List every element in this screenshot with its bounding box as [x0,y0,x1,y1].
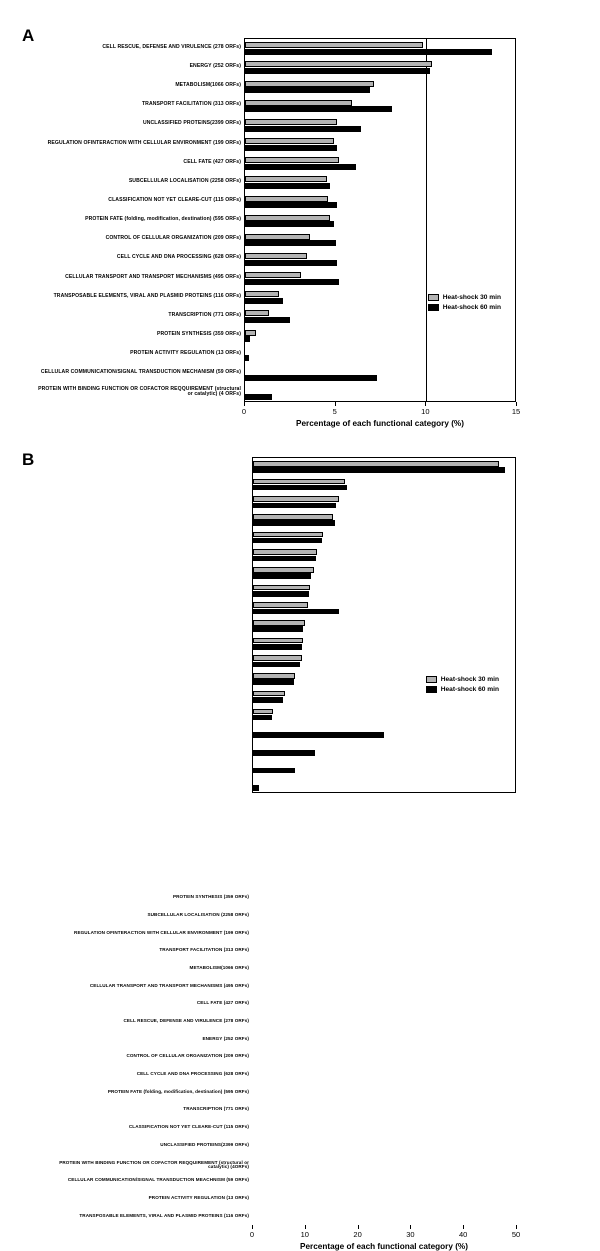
x-tick [410,1225,411,1229]
x-tick [516,402,517,406]
category-label: TRANSCRIPTION (771 ORFs) [183,1106,249,1112]
panel-b [0,432,600,1251]
panel-b-plot-frame [252,457,516,793]
category-label: CELL RESCUE, DEFENSE AND VIRULENCE (278 ORFs) [102,43,241,50]
panel-a-letter: A [22,26,35,45]
x-tick-label: 5 [332,407,337,416]
category-label: CONTROL OF CELLULAR ORGANIZATION (209 ORFs) [105,235,241,242]
bar-60min [253,503,336,509]
bar-group [245,173,515,192]
bar-group [245,96,515,115]
bar-60min [245,49,492,55]
bar-group [253,476,515,494]
category-label: CELL FATE (427 ORFs) [183,158,241,165]
legend-swatch [426,676,437,683]
x-tick [463,1225,464,1229]
bar-30min [245,42,423,48]
bar-group [253,635,515,653]
x-tick-label: 50 [511,1230,521,1239]
bar-60min [253,697,283,703]
bar-30min [253,585,310,591]
bar-30min [253,567,314,573]
bar-60min [245,126,361,132]
x-tick [425,402,426,406]
category-label: CLASSIFICATION NOT YET CLEARE-CUT (115 ORFs) [128,1124,249,1130]
bar-60min [253,785,259,791]
bar-60min [253,626,303,632]
bar-30min [253,691,285,697]
bar-30min [245,310,269,316]
panel-a-plot-frame [244,38,516,402]
bar-30min [245,61,432,67]
category-label: PROTEIN SYNTHESIS (359 ORFs) [156,331,241,338]
x-tick-label: 10 [421,407,430,416]
bar-30min [245,291,279,297]
panel-a [0,0,600,432]
bar-60min [245,336,250,342]
bar-group [253,458,515,476]
bar-60min [253,591,309,597]
bar-group [253,546,515,564]
category-label: CELLULAR TRANSPORT AND TRANSPORT MECHANISMS (495 ORFs) [89,982,249,988]
bar-60min [245,164,356,170]
bar-30min [253,709,273,715]
x-tick [252,1225,253,1229]
bar-group [245,384,515,403]
category-label: CELL RESCUE, DEFENSE AND VIRULENCE (278 ORFs) [123,1018,249,1024]
x-tick [335,402,336,406]
bar-30min [245,253,307,259]
bar-group [253,617,515,635]
category-label: METABOLISM(1066 ORFs) [175,82,241,89]
category-label: UNCLASSIFIED PROTEINS(2399 ORFs) [142,120,241,127]
legend-swatch [428,294,439,301]
bar-30min [253,620,305,626]
bar-60min [253,662,300,668]
bar-30min [253,602,308,608]
bar-30min [245,272,301,278]
legend-item [426,686,499,693]
bar-group [245,77,515,96]
bar-60min [253,556,316,562]
bar-60min [245,240,336,246]
x-tick-label: 40 [459,1230,468,1239]
bar-60min [245,68,430,74]
x-tick-label: 15 [511,407,521,416]
category-label: PROTEIN WITH BINDING FUNCTION OR COFACTOR REQQUIREMENT (structural or catalytic) (4 ORFs) [38,385,241,398]
bar-60min [245,260,337,266]
category-label: TRANSCRIPTION (771 ORFs) [168,311,241,318]
bar-group [253,599,515,617]
legend-label: Heat-shock 60 min [442,304,501,311]
panel-a-legend [428,294,501,314]
category-label: CLASSIFICATION NOT YET CLEARE-CUT (115 ORFs) [108,196,241,203]
category-label: CELLULAR COMMUNICATION/SIGNAL TRANSDUCTION MEACHNISM (59 ORFs) [67,1177,249,1183]
bar-60min [245,317,290,323]
category-label: REGULATION OFINTERACTION WITH CELLULAR ENVIRONMENT (199 ORFs) [47,139,241,146]
bar-30min [253,549,317,555]
bar-30min [245,119,337,125]
x-tick [305,1225,306,1229]
bar-60min [253,573,311,579]
legend-item [426,676,499,683]
category-label: CELL FATE (427 ORFs) [196,1000,249,1006]
category-label: REGULATION OFINTERACTION WITH CELLULAR ENVIRONMENT (199 ORFs) [74,929,249,935]
bar-60min [245,202,337,208]
bar-group [245,365,515,384]
bar-30min [253,673,295,679]
category-label: UNCLASSIFIED PROTEINS(2399 ORFs) [160,1141,249,1147]
bar-group [253,776,515,794]
x-tick-label: 20 [353,1230,362,1239]
bar-30min [245,100,352,106]
bar-30min [245,234,310,240]
bar-group [253,493,515,511]
panel-b-letter: B [22,450,35,469]
bar-group [253,582,515,600]
category-label: TRANSPORT FACILITATION (313 ORFs) [141,101,241,108]
category-label: TRANSPOSABLE ELEMENTS, VIRAL AND PLASMID PROTEINS (116 ORFs) [79,1212,249,1218]
legend-label: Heat-shock 30 min [440,676,499,683]
legend-item [428,304,501,311]
panel-a-axis-title: Percentage of each functional category (%) [296,419,464,428]
bar-group [245,211,515,230]
x-tick-label: 30 [406,1230,415,1239]
x-tick [358,1225,359,1229]
bar-60min [253,750,315,756]
category-label: CELL CYCLE AND DNA PROCESSING (628 ORFs) [136,1071,249,1077]
bar-30min [253,461,499,467]
bar-60min [253,467,505,473]
legend-swatch [426,686,437,693]
category-label: ENERGY (252 ORFs) [202,1035,249,1041]
bar-30min [245,157,339,163]
category-label: PROTEIN FATE (folding, modification, destination) (595 ORFs) [107,1088,249,1094]
bar-60min [253,520,335,526]
bar-30min [253,479,345,485]
bar-group [245,39,515,58]
bar-60min [253,679,294,685]
category-label: SUBCELLULAR LOCALISATION (2258 ORFs) [128,177,241,184]
bar-group [245,231,515,250]
bar-60min [245,87,370,93]
legend-item [428,294,501,301]
panel-b-legend [426,676,499,696]
bar-60min [245,355,249,361]
x-tick [516,1225,517,1229]
x-tick [244,402,245,406]
bar-group [253,511,515,529]
bar-group [245,346,515,365]
bar-30min [245,196,328,202]
bar-group [253,529,515,547]
category-label: PROTEIN SYNTHESIS (359 ORFs) [172,894,249,900]
bar-30min [253,638,303,644]
bar-group [245,269,515,288]
panel-a-bars [245,39,515,401]
category-label: CELL CYCLE AND DNA PROCESSING (628 ORFs) [116,254,241,261]
bar-60min [245,375,377,381]
bar-group [253,759,515,777]
bar-group [245,116,515,135]
bar-30min [245,176,327,182]
category-label: PROTEIN WITH BINDING FUNCTION OR COFACTOR REQQUIREMENT (structural or catalytic) (4ORFs) [59,1159,249,1170]
bar-30min [245,215,330,221]
x-tick-label: 10 [300,1230,309,1239]
category-label: ENERGY (252 ORFs) [189,62,241,69]
legend-swatch [428,304,439,311]
bar-30min [253,655,302,661]
bar-60min [245,221,334,227]
bar-60min [253,644,302,650]
bar-group [253,564,515,582]
bar-30min [245,138,334,144]
category-label: PROTEIN ACTIVITY REGULATION (13 ORFs) [130,350,241,357]
category-label: CONTROL OF CELLULAR ORGANIZATION (209 ORFs) [126,1053,249,1059]
category-label: TRANSPOSABLE ELEMENTS, VIRAL AND PLASMID PROTEINS (116 ORFs) [53,292,241,299]
x-tick-label: 0 [241,407,247,416]
bar-60min [245,394,272,400]
bar-30min [253,514,333,520]
bar-group [245,135,515,154]
panel-b-axis-title: Percentage of each functional category (%) [300,1242,468,1251]
bar-group [245,192,515,211]
bar-60min [245,279,339,285]
legend-label: Heat-shock 30 min [442,294,501,301]
bar-60min [253,485,347,491]
category-label: CELLULAR TRANSPORT AND TRANSPORT MECHANISMS (495 ORFs) [65,273,241,280]
category-label: PROTEIN ACTIVITY REGULATION (13 ORFs) [148,1194,249,1200]
bar-group [253,706,515,724]
category-label: TRANSPORT FACILITATION (313 ORFs) [159,947,249,953]
bar-group [245,58,515,77]
bar-group [253,653,515,671]
bar-group [245,326,515,345]
category-label: CELLULAR COMMUNICATION/SIGNAL TRANSDUCTION MECHANISM (59 ORFs) [40,369,241,376]
bar-group [253,723,515,741]
category-label: SUBCELLULAR LOCALISATION (2258 ORFs) [147,911,249,917]
bar-60min [245,183,330,189]
category-label: METABOLISM(1066 ORFs) [189,964,249,970]
bar-60min [245,106,392,112]
bar-60min [245,298,283,304]
bar-30min [245,330,256,336]
bar-60min [253,609,339,615]
bar-30min [245,81,374,87]
bar-60min [253,768,295,774]
bar-60min [253,715,272,721]
category-label: PROTEIN FATE (folding, modification, destination) (595 ORFs) [85,216,241,223]
bar-60min [253,538,322,544]
legend-label: Heat-shock 60 min [440,686,499,693]
bar-60min [253,732,384,738]
bar-60min [245,145,337,151]
panel-b-bars [253,458,515,792]
bar-30min [253,532,323,538]
x-tick-label: 0 [249,1230,255,1239]
bar-group [245,250,515,269]
bar-group [253,741,515,759]
bar-30min [253,496,339,502]
bar-group [245,154,515,173]
